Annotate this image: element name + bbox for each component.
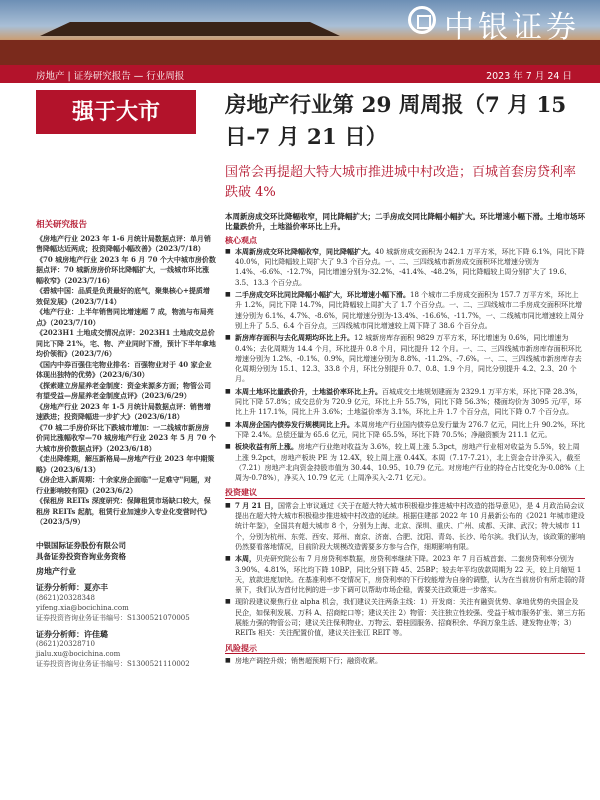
core-points [225, 247, 585, 484]
report-date: 2023 年 7 月 24 日 [486, 71, 572, 82]
core-point-heading: 二手房成交环比同比降幅小幅扩大，环比增速小幅下滑。 [235, 290, 410, 300]
industry-label: 房地产行业 [36, 565, 76, 576]
invest-points [225, 501, 585, 639]
related-report-item[interactable]: 《房地产行业 2023 年 1-6 月统计局数据点评：单月销售降幅达近两成；投资降幅小幅改善》（2023/7/18） [36, 233, 211, 253]
core-point-text: 本周房地产行业国内债券总发行量为 276.7 亿元，同比上升 90.2%，环比下降 2.4%。总偿还量为 65.6 亿元，同比下降 65.5%，环比下降 70.5%；净融资额为 211.1 亿元。 [235, 420, 585, 439]
core-point-text: 12 城新房库存面积 9829 万平方米，环比增速为 0.6%，同比增速为 0.4%；去化周期为 14.4 个月，环比提升 0.8 个月，同比提升 12 个月。一、二、三四线城市新房库存面积环比增速分别为 1.2%、-0.1%、0.9%，同比增速分别为 8.8%、-11.2%、-7.6%。一、二、三四线城市新房库存去化周期分别为 15.1、12.3、33.8 个月，环比分别提升 0.7、0.8、1.9 个月，同比分别提升 4.2、2.3、20 个月。 [235, 334, 582, 384]
analyst-cert: 证券投资咨询业务证书编号：S1300521110002 [36, 660, 190, 668]
core-point [225, 247, 585, 288]
invest-point [225, 597, 585, 638]
core-point-heading: 板块收益有所上涨。 [235, 442, 298, 452]
analyst-name: 证券分析师：夏亦丰 [36, 582, 108, 592]
core-point-heading: 新房库存面积与去化周期均环比上升。 [235, 333, 354, 343]
risk-text: ■ 房地产调控升级；销售超预期下行；融资收紧。 [225, 656, 585, 666]
core-point-heading: 本周房企国内债券发行规模同比上升。 [235, 419, 354, 429]
related-report-item[interactable]: 《70 城房地产行业 2023 年 6 月 70 个大中城市房价数据点评：70 城新房房价环比降幅扩大，一线城市环比涨幅收窄》（2023/7/16） [36, 254, 216, 285]
lead-summary: 本周新房成交环比降幅收窄，同比降幅扩大；二手房成交同比降幅小幅扩大。环比增速小幅下滑。土地市场环比量跌价升，土地溢价率环比上升。 [225, 212, 585, 232]
related-report-item[interactable]: 《房企进入新周期：十余家房企面临"一足难守"问题，对行业影响较有限》（2023/6/2） [36, 475, 212, 495]
analysts [36, 582, 216, 669]
core-point [225, 420, 585, 441]
core-point [225, 333, 585, 384]
palace-roof-image [40, 22, 340, 36]
analyst-name: 证券分析师：许佳璐 [36, 628, 108, 639]
related-reports-header: 相关研究报告 [36, 220, 88, 230]
core-point [225, 442, 585, 483]
related-report-item[interactable]: 《国内中券百强住宅物业排名：百强物业对于 40 家企业体现出独特的优势》（2023/6/30） [36, 359, 212, 379]
related-report-item[interactable]: 《房地产行业 2023 年 1-5 月统计局数据点评：销售增速跌进；投资降幅进一步扩大》（2023/6/18） [36, 401, 211, 421]
related-report-item[interactable]: 《碧城中国：品质是负责最好的底气，聚集核心+提质增效促发展》（2023/7/14） [36, 286, 210, 306]
company-line: 具备证券投资咨询业务资格 [36, 551, 126, 561]
page-title: 房地产行业第 29 周周报（7 月 15 日-7 月 21 日） [225, 93, 567, 150]
core-views-header: 核心观点 [225, 234, 257, 245]
page-subtitle: 国常会再提超大特大城市推进城中村改造；百城首套房贷利率跌破 4% [225, 165, 577, 200]
core-point-heading: 本周土地环比量跌价升，土地溢价率环比上升。 [235, 386, 382, 396]
report-category: 房地产 | 证券研究报告 — 行业周报 [36, 71, 185, 82]
related-reports-list [36, 234, 216, 528]
header-banner [0, 0, 600, 65]
analyst-block [36, 582, 216, 623]
boc-logo-icon [408, 6, 436, 34]
core-point [225, 290, 585, 331]
top-bar [0, 65, 600, 83]
related-report-item[interactable]: 《地产行业：上半年销售同比增速超 7 成，物流与布局亮点》（2023/7/10） [36, 307, 214, 327]
related-report-item[interactable]: 《探索建立房屋养老金制度：资金来源多方面；物管公司有望受益—房屋养老金制度点评》（2023/6/29） [36, 380, 211, 400]
company-info [36, 540, 216, 562]
invest-header: 投资建议 [225, 487, 585, 498]
risk-header: 风险提示 [225, 643, 585, 654]
rating-badge: 强于大市 [36, 90, 196, 134]
invest-point-text: 国常会上审议通过《关于在超大特大城市积极稳步推进城中村改造的指导意见》，是 4 月政治局会议提出在超大特大城市积极稳步推进城中村改造的延续。根据住建部 2022 年 10 月最新公布的《2021 年城市建设统计年鉴》，全国共有超大城市 8 个，分别为上海、北京、深圳、重庆、广州、成都、天津、武汉；特大城市 11 个，分别为杭州、东莞、西安、郑州、南京、济南、合肥、沈阳、青岛、长沙、哈尔滨。我们认为，该政策的影响仍然要看落地情况，目前阶段大规模改造需要多方参与合作，细期影响有限。 [235, 501, 585, 551]
invest-point [225, 501, 585, 552]
core-point-text: 百城成交土地规划建面为 2329.1 万平方米，环比下降 28.3%，同比下降 57.8%；成交总价为 720.9 亿元，环比上升 55.7%，同比下降 56.3%；楼面均价为 3095 元/平，环比上升 117.1%，同比上升 3.6%；土地溢价率为 3.1%，环比上升 1.7 个百分点，同比下降 0.7 个百分点。 [235, 387, 583, 417]
main-content [225, 212, 585, 666]
core-point-text: 18 个城市二手房成交面积为 157.7 万平方米，环比上升 1.2%，同比下降 14.7%，同比降幅较上周扩大了 1.7 个百分点。一、二、三四线城市二手房成交面积环比增速分别为 6.1%、4.7%、-8.6%，同比增速分别为-13.4%、-16.6%、-11.7%，一、二线城市同比增速较上周分别上升了 5.5、6.4 个百分点，三四线城市同比增速较上周下降了 38.6 个百分点。 [235, 291, 584, 330]
related-report-item[interactable]: 《保租房 REITs 深度研究：保障租赁市场缺口较大，保租房 REITs 起航，租赁行业加速步入专业化变营时代》（2023/5/9） [36, 496, 211, 526]
core-point-text: 40 城新房成交面积为 242.1 万平方米，环比下降 6.1%，同比下降 40.0%，同比降幅较上周扩大了 9.3 个百分点。一、二、三四线城市新房成交面积环比增速分别为 1.4%、-6.6%、-12.7%，同比增速分别为-32.2%、-41.4%、-48.2%，同比降幅较上周分别扩大了 19.6、3.5、13.3 个百分点。 [235, 247, 585, 287]
invest-point-text: 贝壳研究院公布 7 月房贷利率数据，房贷利率继续下降。2023 年 7 月百城首套、二套房贷利率分别为 3.90%、4.81%，环比均下降 10BP，同比分别下降 45、25BP；较去年平均放款周期为 22 天，较上月缩短 1 天，放款进度加快。在基准利率不变情况下，房贷利率的下行较能增为自身的调整，认为在当前房价有所走弱的背景下，我们认为首付比例的进一步下调可以帮助市场企稳，需要关注政策进一步落实。 [235, 555, 585, 595]
brand-logo [400, 0, 600, 45]
analyst-email[interactable]: yifeng.xia@bocichina.com [36, 603, 129, 612]
invest-point [225, 554, 585, 595]
company-line: 中银国际证券股份有限公司 [36, 540, 126, 550]
analyst-cert: 证券投资咨询业务证书编号：S1300521070005 [36, 613, 190, 622]
related-report-item[interactable]: 《2023H1 土地成交情况点评：2023H1 土地成交总价同比下降 21%，宅、物、产业同时下滑，预计下半年拿地均价领衔》（2023/7/6） [36, 328, 216, 358]
invest-point-text: 现阶段建议聚焦行业 alpha 机会，我们建议关注两条主线：1）开发商：关注有融资优势、拿地优势的央国企及民企，如保利发展、万科 A、招商蛇口等；建议关注 2）物管：关注独立性较强、受益于城市服务扩张、第三方拓展能力强的物管公司；建议关注保利物业、万物云、碧桂园服务、招商积余、华润万象生活、建发物业等；3）REITs 相关：关注配置价值，建议关注张江 REIT 等。 [235, 598, 585, 638]
analyst-phone: (8621)20328348 [36, 593, 95, 602]
core-point-heading: 本周新房成交环比降幅收窄，同比降幅扩大。 [235, 246, 375, 256]
core-point [225, 387, 585, 418]
logo-text: 中银证券 [444, 10, 580, 45]
left-sidebar [36, 220, 216, 669]
analyst-email[interactable]: jialu.xu@bocichina.com [36, 650, 121, 658]
related-report-item[interactable]: 《走出降维期，解压新格局—房地产行业 2023 年中期策略》（2023/6/13） [36, 454, 215, 474]
invest-point-date: 7 月 21 日， [235, 500, 278, 510]
analyst-phone: (8621)20328710 [36, 640, 95, 648]
analyst-block [36, 629, 216, 670]
invest-point-date: 本周， [235, 554, 256, 564]
related-report-item[interactable]: 《70 城二手房价环比下跌城市增加：一二线城市新房房价同比涨幅收窄—70 城房地产行业 2023 年 5 月 70 个大城市房价数据点评》（2023/6/18） [36, 422, 216, 453]
core-point-text: 房地产行业绝对收益为 3.6%，较上周上涨 5.3pct，房地产行业相对收益为 5.5%，较上周上涨 9.2pct，房地产板块 PE 为 12.4X，较上周上涨 0.44X。本周（7.17-7.21），北上资金合计净买入，截至（7.21）房地产北向资金持股市值为 30.44、10.95、10.79 亿元。对房地产行业的持仓占比变化为-0.08%（上周为-0.78%），净买入 10.79 亿元（上周净买入-2.71 亿元）。 [235, 443, 585, 483]
